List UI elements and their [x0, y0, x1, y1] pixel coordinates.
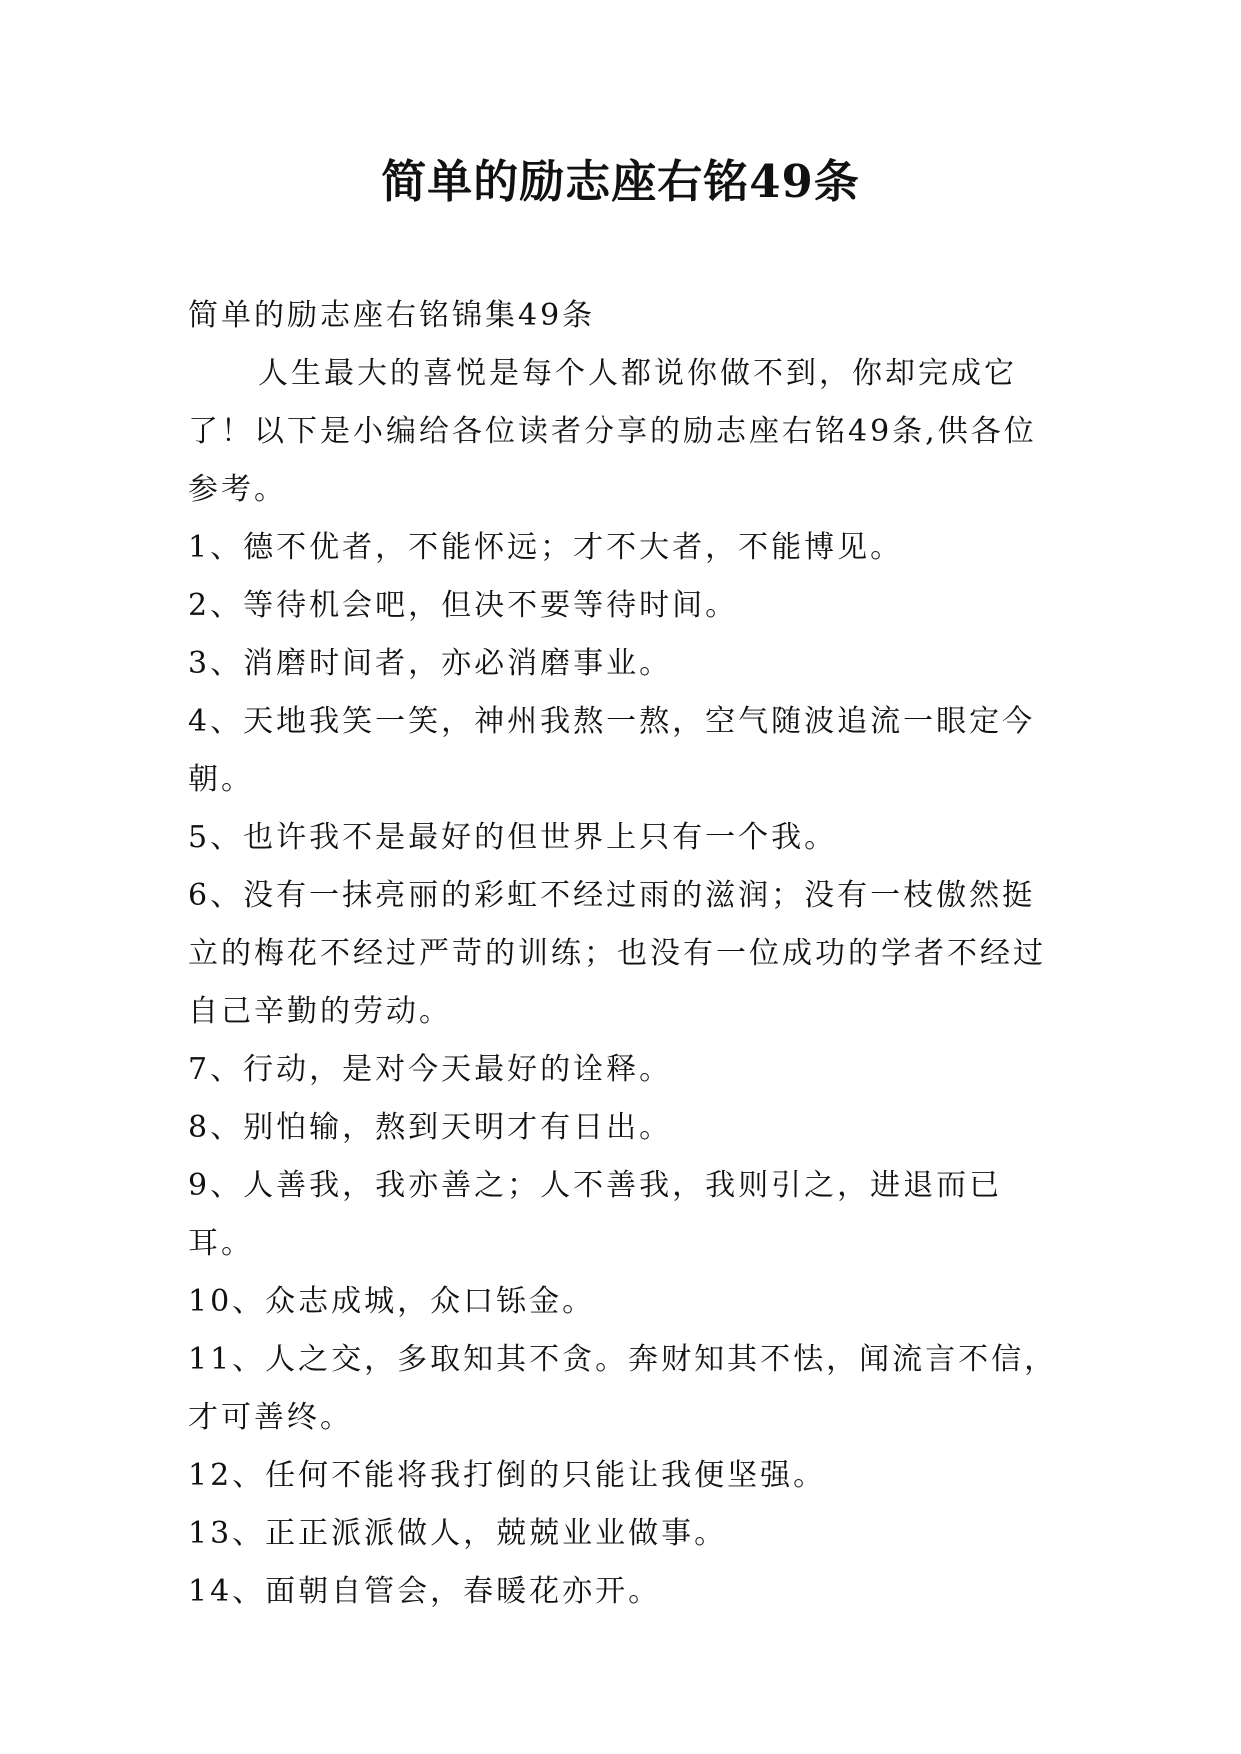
list-item: 10、众志成城，众口铄金。	[188, 1284, 596, 1319]
subtitle: 简单的励志座右铭锦集49条	[188, 298, 596, 333]
document-body	[188, 287, 1068, 1621]
list-item: 5、也许我不是最好的但世界上只有一个我。	[188, 820, 838, 855]
list-item: 12、任何不能将我打倒的只能让我便坚强。	[188, 1458, 827, 1493]
list-item: 4、天地我笑一笑，神州我熬一熬，空气随波追流一眼定今朝。	[188, 704, 1036, 797]
list-item: 3、消磨时间者，亦必消磨事业。	[188, 646, 673, 681]
list-item: 2、等待机会吧，但决不要等待时间。	[188, 588, 739, 623]
list-item: 13、正正派派做人，兢兢业业做事。	[188, 1516, 728, 1551]
list-item: 7、行动，是对今天最好的诠释。	[188, 1052, 673, 1087]
list-item: 11、人之交，多取知其不贪。奔财知其不怯，闻流言不信，才可善终。	[188, 1342, 1058, 1435]
list-item: 8、别怕输，熬到天明才有日出。	[188, 1110, 673, 1145]
list-item: 9、人善我，我亦善之；人不善我，我则引之，进退而已耳。	[188, 1168, 1003, 1261]
list-item: 14、面朝自管会，春暖花亦开。	[188, 1574, 662, 1609]
list-item: 1、德不优者，不能怀远；才不大者，不能博见。	[188, 530, 904, 565]
intro-paragraph: 人生最大的喜悦是每个人都说你做不到，你却完成它了！以下是小编给各位读者分享的励志座右铭49条,供各位参考。	[188, 356, 1037, 507]
list-item: 6、没有一抹亮丽的彩虹不经过雨的滋润；没有一枝傲然挺立的梅花不经过严苛的训练；也没有一位成功的学者不经过自己辛勤的劳动。	[188, 878, 1046, 1029]
page-title: 简单的励志座右铭49条	[381, 155, 860, 208]
